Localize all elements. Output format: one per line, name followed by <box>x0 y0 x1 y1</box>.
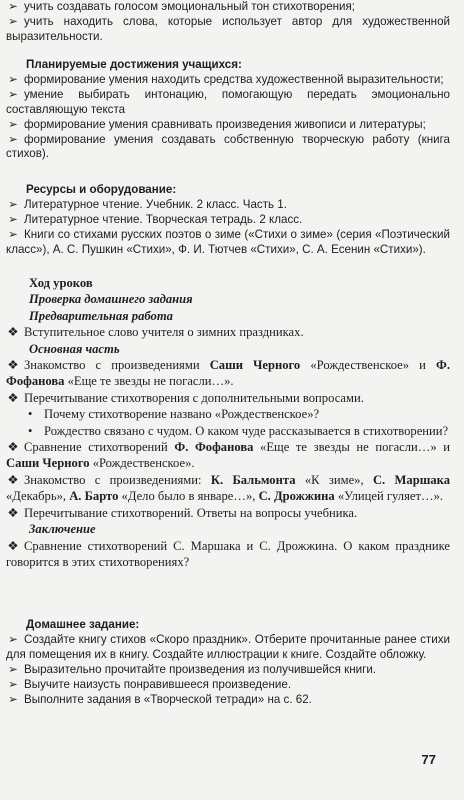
list-item: ➢ Литературное чтение. Учебник. 2 класс. Часть 1. <box>6 198 450 213</box>
arrow-bullet-icon: ➢ <box>8 692 18 706</box>
subsection-heading: Заключение <box>29 522 96 537</box>
arrow-bullet-icon: ➢ <box>8 117 18 131</box>
section-heading: Планируемые достижения учащихся: <box>26 58 242 71</box>
list-item: ❖ Перечитывание стихотворения с дополнительными вопросами. <box>7 390 364 405</box>
arrow-bullet-icon: ➢ <box>8 662 18 676</box>
list-item: ➢ Выразительно прочитайте произведения из получившейся книги. <box>6 663 450 678</box>
objectives-list <box>6 0 450 45</box>
question-item: • Рождество связано с чудом. О каком чуде рассказывается в стихотворении? <box>28 423 449 438</box>
list-item: ➢ Создайте книгу стихов «Скоро праздник». Отберите прочитанные ранее стихи для помещения их в книгу. Создайте иллюстрации к книге. Создайте обложку. <box>6 632 450 661</box>
page-number: 77 <box>421 752 436 767</box>
list-item: ❖ Знакомство с произведениями: К. Бальмонта «К зиме», С. Маршака «Декабрь», А. Барто «Дело было в январе…», С. Дрожжина «Улицей гуляет…». <box>6 472 451 504</box>
arrow-bullet-icon: ➢ <box>8 227 18 241</box>
diamond-bullet-icon: ❖ <box>7 358 19 373</box>
list-item: ➢ формирование умения находить средства художественной выразительности; <box>6 73 450 88</box>
list-item: ➢ Литературное чтение. Творческая тетрадь. 2 класс. <box>6 213 450 228</box>
dot-bullet-icon: • <box>28 407 33 422</box>
arrow-bullet-icon: ➢ <box>8 677 18 691</box>
list-item: ❖ Перечитывание стихотворений. Ответы на вопросы учебника. <box>7 505 358 520</box>
list-item: ➢ учить создавать голосом эмоциональный тон стихотворения; <box>6 0 450 15</box>
list-item: ❖ Сравнение стихотворений С. Маршака и С. Дрожжина. О каком празднике говорится в этих стихотворениях? <box>6 538 450 569</box>
list-item: ➢ формирование умения создавать собственную творческую работу (книга стихов). <box>6 132 450 161</box>
lesson-flow <box>6 275 450 570</box>
list-item: ❖ Знакомство с произведениями Саши Черного «Рождественское» и Ф. Фофанова «Еще те звезды не погасли…». <box>6 358 451 389</box>
arrow-bullet-icon: ➢ <box>8 197 18 211</box>
list-item: ➢ Книги со стихами русских поэтов о зиме («Стихи о зиме» (серия «Поэтический класс»), А. С. Пушкин «Стихи», Ф. И. Тютчев «Стихи», С. А. Есенин «Стихи»). <box>6 227 450 256</box>
arrow-bullet-icon: ➢ <box>8 87 18 101</box>
arrow-bullet-icon: ➢ <box>8 212 18 226</box>
diamond-bullet-icon: ❖ <box>7 325 19 340</box>
diamond-bullet-icon: ❖ <box>7 440 19 455</box>
subsection-heading: Проверка домашнего задания <box>29 292 193 307</box>
arrow-bullet-icon: ➢ <box>8 632 18 646</box>
lesson-heading: Ход уроков <box>29 276 93 290</box>
subsection-heading: Предварительная работа <box>29 308 173 323</box>
diamond-bullet-icon: ❖ <box>7 538 19 553</box>
list-item: ➢ Выучите наизусть понравившееся произведение. <box>6 678 450 693</box>
planned-achievements <box>6 58 450 162</box>
resources-section <box>6 183 450 258</box>
list-item: ➢ Выполните задания в «Творческой тетради» на с. 62. <box>6 693 450 708</box>
arrow-bullet-icon: ➢ <box>8 72 18 86</box>
list-item: ❖ Сравнение стихотворений Ф. Фофанова «Еще те звезды не погасли…» и Саши Черного «Рождественское». <box>6 440 451 471</box>
diamond-bullet-icon: ❖ <box>7 390 19 405</box>
list-item: ➢ формирование умения сравнивать произведения живописи и литературы; <box>6 118 450 133</box>
homework-section <box>6 618 450 707</box>
diamond-bullet-icon: ❖ <box>7 472 19 487</box>
dot-bullet-icon: • <box>28 423 33 438</box>
subsection-heading: Основная часть <box>29 341 120 356</box>
list-item: ➢ умение выбирать интонацию, помогающую передать эмоционально составляющую текста <box>6 87 450 116</box>
section-heading: Домашнее задание: <box>26 618 140 631</box>
arrow-bullet-icon: ➢ <box>8 14 18 28</box>
list-item: ❖ Вступительное слово учителя о зимних праздниках. <box>7 325 304 340</box>
list-item: ➢ учить находить слова, которые использует автор для художественной выразительности. <box>6 14 450 43</box>
arrow-bullet-icon: ➢ <box>8 0 18 13</box>
arrow-bullet-icon: ➢ <box>8 132 18 146</box>
question-item: • Почему стихотворение названо «Рождественское»? <box>28 407 320 422</box>
diamond-bullet-icon: ❖ <box>7 505 19 520</box>
section-heading: Ресурсы и оборудование: <box>26 183 177 196</box>
